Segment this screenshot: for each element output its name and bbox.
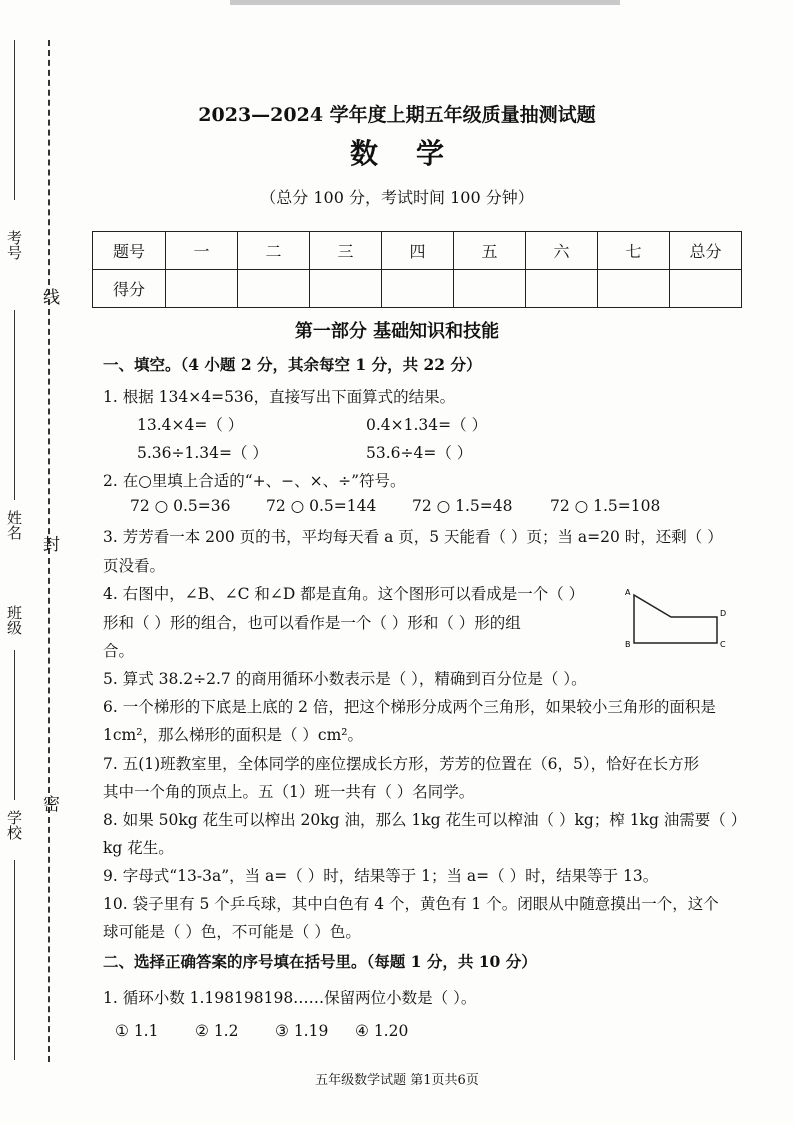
binding-word-line: 线 xyxy=(39,288,59,305)
question-text: 1cm²，那么梯形的面积是（ ）cm²。 xyxy=(103,726,363,744)
figure-shape xyxy=(634,595,717,643)
subject-title: 数学 xyxy=(349,137,482,170)
figure-label-c: C xyxy=(720,640,726,649)
score-cell[interactable] xyxy=(381,270,453,308)
choice-option: ① 1.1 xyxy=(115,1022,159,1040)
score-cell[interactable] xyxy=(165,270,237,308)
binding-word-secret: 密 xyxy=(39,795,59,812)
score-cell[interactable] xyxy=(237,270,309,308)
section2-heading: 二、选择正确答案的序号填在括号里。（每题 1 分，共 10 分） xyxy=(103,952,537,971)
choice-option: ② 1.2 xyxy=(195,1022,239,1040)
score-table xyxy=(92,231,742,308)
score-table-row-header: 题号 xyxy=(93,232,166,270)
question-text: 2. 在○里填上合适的“+、−、×、÷”符号。 xyxy=(103,472,406,490)
question-text: 13.4×4=（ ） xyxy=(137,416,244,434)
score-table-column: 四 xyxy=(381,232,453,270)
score-table-column: 一 xyxy=(165,232,237,270)
field-label-name: 姓名 xyxy=(5,510,23,540)
question-text: 5.36÷1.34=（ ） xyxy=(137,444,268,462)
question-text: 1. 循环小数 1.198198198……保留两位小数是（ ）。 xyxy=(103,989,477,1007)
question-text: 72 ○ 1.5=48 xyxy=(412,497,513,515)
geometry-figure xyxy=(624,585,734,655)
score-table-column: 三 xyxy=(309,232,381,270)
score-table-score-row xyxy=(93,270,742,308)
question-text: 9. 字母式“13-3a”，当 a=（ ）时，结果等于 1；当 a=（ ）时，结果等于 13。 xyxy=(103,867,659,885)
figure-label-a: A xyxy=(625,588,631,597)
binding-word-seal: 封 xyxy=(39,535,59,552)
question-text: 合。 xyxy=(103,642,135,660)
score-table-column: 总分 xyxy=(669,232,741,270)
field-label-school: 学校 xyxy=(5,810,23,840)
field-label-class: 班级 xyxy=(5,605,23,635)
score-table-header-row xyxy=(93,232,742,270)
field-label-exam-number: 考号 xyxy=(5,230,23,260)
question-text: 形和（ ）形的组合，也可以看作是一个（ ）形和（ ）形的组 xyxy=(103,614,521,632)
score-table-column: 二 xyxy=(237,232,309,270)
exam-meta: （总分 100 分，考试时间 100 分钟） xyxy=(260,188,534,207)
score-cell[interactable] xyxy=(309,270,381,308)
question-text: 球可能是（ ）色，不可能是（ ）色。 xyxy=(103,923,361,941)
figure-label-d: D xyxy=(720,609,727,618)
score-table-column: 七 xyxy=(597,232,669,270)
question-text: 7. 五(1)班教室里，全体同学的座位摆成长方形，芳芳的位置在（6，5），恰好在长方形 xyxy=(103,755,700,773)
part-title: 第一部分 基础知识和技能 xyxy=(294,321,500,342)
field-line-school xyxy=(14,860,15,1060)
score-cell[interactable] xyxy=(525,270,597,308)
question-text: kg 花生。 xyxy=(103,839,174,857)
question-text: 4. 右图中，∠B、∠C 和∠D 都是直角。这个图形可以看成是一个（ ） xyxy=(103,585,585,603)
question-text: 72 ○ 1.5=108 xyxy=(550,497,661,515)
question-text: 其中一个角的顶点上。五（1）班一共有（ ）名同学。 xyxy=(103,783,475,801)
page-footer: 五年级数学试题 第1页共6页 xyxy=(315,1073,479,1088)
section1-heading: 一、填空。（4 小题 2 分，其余每空 1 分，共 22 分） xyxy=(103,355,482,374)
choice-option: ④ 1.20 xyxy=(355,1022,409,1040)
question-text: 0.4×1.34=（ ） xyxy=(366,416,488,434)
figure-label-b: B xyxy=(625,640,631,649)
question-text: 3. 芳芳看一本 200 页的书，平均每天看 a 页，5 天能看（ ）页；当 a=20 时，还剩（ ） xyxy=(103,528,723,546)
score-table-column: 五 xyxy=(453,232,525,270)
question-text: 5. 算式 38.2÷2.7 的商用循环小数表示是（ ），精确到百分位是（ ）。 xyxy=(103,670,587,688)
exam-title: 2023—2024 学年度上期五年级质量抽测试题 xyxy=(198,104,596,126)
scan-edge-shadow xyxy=(230,0,620,5)
score-table-row-header: 得分 xyxy=(93,270,166,308)
question-text: 53.6÷4=（ ） xyxy=(366,444,473,462)
question-text: 10. 袋子里有 5 个乒乓球，其中白色有 4 个，黄色有 1 个。闭眼从中随意摸出一个，这个 xyxy=(103,895,719,913)
score-cell[interactable] xyxy=(597,270,669,308)
choice-option: ③ 1.19 xyxy=(275,1022,329,1040)
question-text: 72 ○ 0.5=144 xyxy=(266,497,377,515)
question-text: 6. 一个梯形的下底是上底的 2 倍，把这个梯形分成两个三角形，如果较小三角形的面积是 xyxy=(103,698,716,716)
question-text: 8. 如果 50kg 花生可以榨出 20kg 油，那么 1kg 花生可以榨油（ ）kg；榨 1kg 油需要（ ） xyxy=(103,811,747,829)
question-text: 页没看。 xyxy=(103,557,166,575)
question-text: 1. 根据 134×4=536，直接写出下面算式的结果。 xyxy=(103,388,456,406)
field-line-class xyxy=(14,650,15,800)
question-text: 72 ○ 0.5=36 xyxy=(130,497,231,515)
score-cell[interactable] xyxy=(453,270,525,308)
score-table-column: 六 xyxy=(525,232,597,270)
score-cell[interactable] xyxy=(669,270,741,308)
